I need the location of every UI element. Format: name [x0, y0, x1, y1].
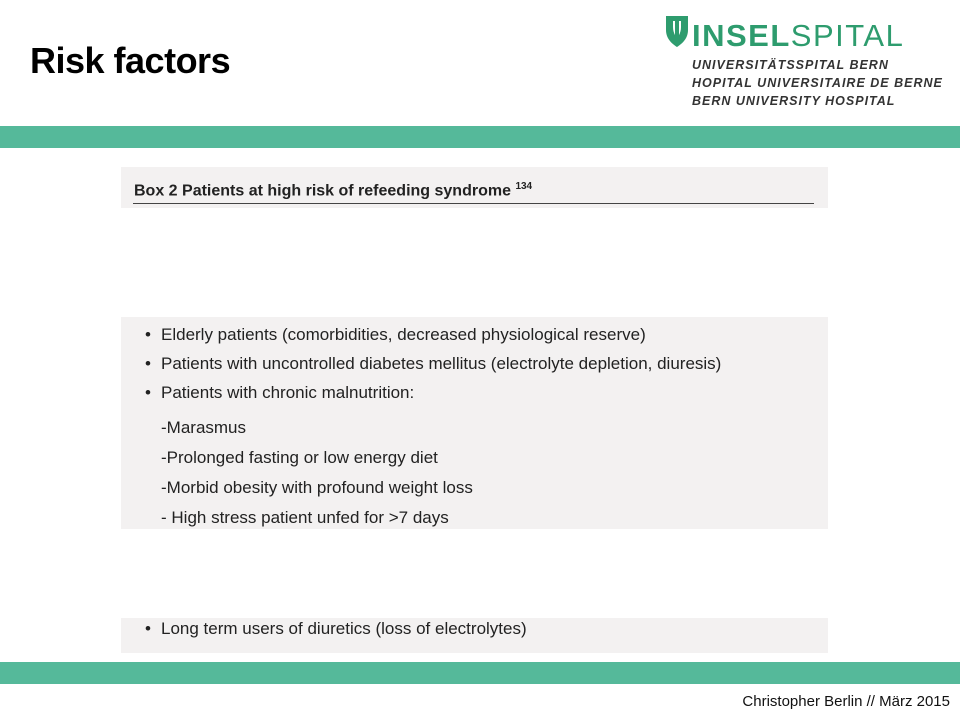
last-item-panel	[121, 618, 828, 653]
logo-brand-bold: INSEL	[692, 18, 791, 53]
box-title-reference: 134	[515, 181, 533, 192]
sub-item: - High stress patient unfed for >7 days	[161, 508, 449, 527]
logo-line-1: UNIVERSITÄTSSPITAL BERN	[692, 58, 889, 72]
top-accent-band	[0, 126, 960, 148]
list-item-text: Patients with chronic malnutrition:	[161, 383, 415, 402]
bullet-icon: •	[145, 383, 151, 402]
sub-item: -Prolonged fasting or low energy diet	[161, 448, 438, 467]
box-title-text: Box 2 Patients at high risk of refeeding syndrome	[134, 182, 511, 200]
bottom-accent-band	[0, 662, 960, 684]
bullet-icon: •	[145, 354, 151, 373]
box-header	[121, 167, 828, 208]
risk-list-panel	[121, 317, 828, 529]
box-title-rule	[133, 203, 814, 204]
sub-item: -Marasmus	[161, 418, 247, 437]
logo-brand-regular: SPITAL	[790, 18, 905, 53]
logo-line-2: HOPITAL UNIVERSITAIRE DE BERNE	[692, 76, 943, 90]
footer-author-date: Christopher Berlin // März 2015	[742, 693, 950, 710]
slide-title: Risk factors	[30, 40, 231, 81]
sub-item: -Morbid obesity with profound weight loss	[161, 478, 473, 497]
logo-line-3: BERN UNIVERSITY HOSPITAL	[692, 94, 896, 108]
hospital-logo	[664, 14, 954, 114]
list-item-text: Long term users of diuretics (loss of electrolytes)	[161, 619, 527, 638]
list-item-text: Patients with uncontrolled diabetes mellitus (electrolyte depletion, diuresis)	[161, 354, 722, 373]
list-item	[145, 354, 721, 374]
insel-mark-icon	[664, 14, 690, 48]
bullet-icon: •	[145, 619, 151, 638]
logo-wordmark	[692, 18, 904, 54]
list-item	[145, 383, 414, 403]
box-title	[134, 181, 532, 200]
list-item	[145, 325, 646, 345]
list-item-text: Elderly patients (comorbidities, decreased physiological reserve)	[161, 325, 646, 344]
list-item	[145, 619, 527, 639]
bullet-icon: •	[145, 325, 151, 344]
